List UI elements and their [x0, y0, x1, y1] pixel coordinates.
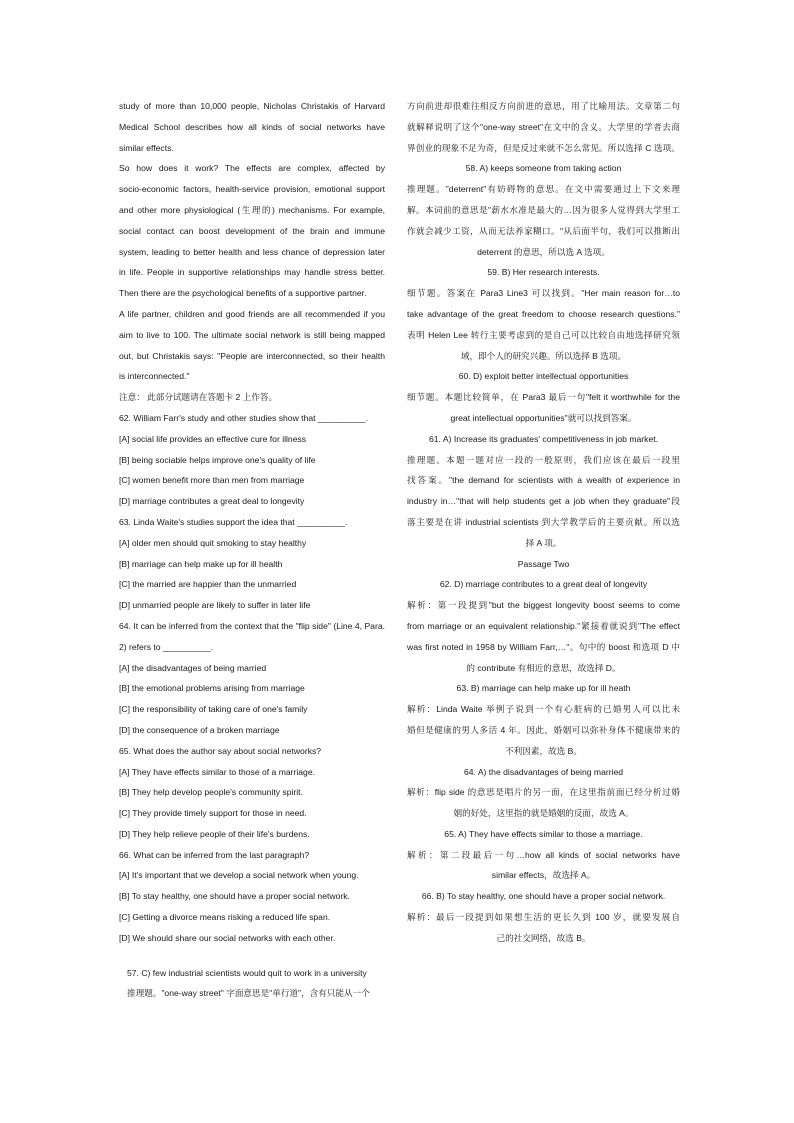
- left-text-line: [D] We should share our social networks with each other.: [119, 932, 336, 943]
- left-text-line: [A] the disadvantages of being married: [119, 662, 267, 673]
- left-text-line: [D] unmarried people are likely to suffer in later life: [119, 600, 311, 611]
- right-text-line: 找答案。"the demand for scientists with a wealth of experience in: [407, 475, 680, 486]
- right-text-line: 推理题。本题一题对应一段的一般原则，我们应该在最后一段里: [407, 454, 680, 465]
- left-text-line: [C] Getting a divorce means risking a reduced life span.: [119, 912, 331, 923]
- left-text-line: Medical School describes how all kinds of social networks have: [119, 121, 385, 132]
- right-text-line: 解析：第二段最后一句…how all kinds of social networks have: [407, 849, 680, 860]
- right-text-line: 61. A) Increase its graduates' competitiveness in job market.: [428, 433, 658, 444]
- left-text-line: [D] marriage contributes a great deal to longevity: [119, 496, 305, 507]
- left-text-line: socio-economic factors, health-service provision, emotional support: [119, 184, 385, 195]
- right-text-line: similar effects，故选择 A。: [491, 870, 596, 881]
- left-text-line: [B] They help develop people's community spirit.: [119, 787, 303, 798]
- right-text-line: 63. B) marriage can help make up for ill heath: [456, 683, 631, 694]
- right-text-line: 解析：最后一段提到如果想生活的更长久到 100 岁，就要发展自: [407, 912, 680, 923]
- right-text-line: great intellectual opportunities"就可以找到答案。: [450, 412, 637, 423]
- right-text-line: 界创业的现象不足为奇，但是反过来就不怎么常见。所以选择 C 选项。: [407, 142, 680, 153]
- left-text-line: 注意： 此部分试题请在答题卡 2 上作答。: [119, 392, 278, 403]
- right-text-line: 方向前进却很难往相反方向前进的意思，用了比喻用法。文章第二句: [407, 101, 680, 111]
- left-text-line: So how does it work? The effects are complex, affected by: [119, 163, 385, 174]
- left-text-line: social contact can boost development of the brain and immune: [119, 225, 385, 236]
- right-text-line: 66. B) To stay healthy, one should have a proper social network.: [421, 891, 666, 902]
- right-text-line: 姻的好处，这里指的就是婚姻的反面，故选 A。: [453, 808, 634, 819]
- right-text-line: Passage Two: [517, 558, 570, 569]
- left-text-line: 65. What does the author say about social networks?: [119, 745, 322, 756]
- right-text-line: 解析：第一段提到"but the biggest longevity boost seems to come: [407, 600, 680, 611]
- right-text-line: 的 contribute 有相近的意思，故选择 D。: [466, 662, 621, 673]
- right-text-line: from marriage or an equivalent relationship."紧接着就说到"The effect: [407, 620, 680, 631]
- left-text-line: and other more physiological (生理的) mechanisms. For example,: [119, 204, 385, 215]
- left-text-line: [C] the responsibility of taking care of one's family: [119, 704, 308, 715]
- left-text-line: Then there are the psychological benefits of a supportive partner.: [119, 288, 367, 299]
- left-text-line: [B] being sociable helps improve one's quality of life: [119, 454, 316, 465]
- right-text-line: 64. A) the disadvantages of being married: [463, 766, 624, 777]
- left-column: [119, 96, 385, 1004]
- left-text-line: 2) refers to __________.: [119, 641, 214, 652]
- right-text-line: industry in…"that will help students get a job when they graduate"段: [407, 496, 680, 507]
- right-text-line: 就解释说明了这个"one-way street"在文中的含义。大学里的学者去商: [407, 121, 680, 132]
- right-text-line: take advantage of the great freedom to choose research questions.": [407, 308, 680, 319]
- left-text-line: 推理题。"one-way street" 字面意思是"单行道"，含有只能从一个: [127, 988, 370, 999]
- left-text-line: [A] social life provides an effective cure for illness: [119, 433, 307, 444]
- left-text-line: is interconnected.": [119, 371, 190, 382]
- left-text-line: aim to live to 100. The ultimate social network is still being mapped: [119, 329, 385, 340]
- left-text-line: [A] It's important that we develop a social network when young.: [119, 870, 359, 881]
- left-text-line: [D] the consequence of a broken marriage: [119, 724, 280, 735]
- left-text-line: [C] the married are happier than the unmarried: [119, 579, 297, 590]
- left-text-line: 64. It can be inferred from the context that the "flip side" (Line 4, Para.: [119, 620, 385, 631]
- right-text-line: 65. A) They have effects similar to those a marriage.: [444, 828, 643, 839]
- right-text-line: deterrent 的意思，所以选 A 选项。: [477, 246, 610, 257]
- left-text-line: study of more than 10,000 people, Nicholas Christakis of Harvard: [119, 101, 385, 111]
- right-text-line: 62. D) marriage contributes to a great deal of longevity: [439, 579, 648, 590]
- right-text-line: 表明 Helen Lee 转行主要考虑到的是自己可以比较自由地选择研究领: [407, 329, 680, 340]
- left-text-line: [C] women benefit more than men from marriage: [119, 475, 305, 486]
- left-text-line: [C] They provide timely support for those in need.: [119, 808, 307, 819]
- right-text-line: 域，即个人的研究兴趣。所以选择 B 选项。: [460, 350, 627, 361]
- left-text-line: [B] marriage can help make up for ill health: [119, 558, 283, 569]
- left-text-line: A life partner, children and good friends are all recommended if you: [119, 308, 385, 319]
- left-text-line: [B] To stay healthy, one should have a proper social network.: [119, 891, 350, 902]
- left-text-line: 63. Linda Waite's studies support the idea that __________.: [119, 516, 348, 527]
- left-text-line: [A] older men should quit smoking to stay healthy: [119, 537, 307, 548]
- right-text-line: 58. A) keeps someone from taking action: [465, 163, 622, 174]
- right-text-line: was first noted in 1958 by William Farr,…"。句中的 boost 和选项 D 中: [407, 641, 680, 652]
- right-text-line: 推理题。"deterrent"有妨碍物的意思。在文中需要通过上下文来理: [407, 184, 680, 195]
- left-text-line: out, but Christakis says: "People are interconnected, so their health: [119, 350, 385, 361]
- right-text-line: 59. B) Her research interests.: [487, 267, 600, 278]
- right-text-line: 己的社交网络，故选 B。: [496, 932, 591, 943]
- left-text-line: [119, 949, 385, 963]
- left-text-line: [B] the emotional problems arising from marriage: [119, 683, 305, 694]
- right-text-line: 解析：Linda Waite 举例子说到一个有心脏病的已婚男人可以比未: [407, 704, 680, 715]
- right-text-line: 解析：flip side 的意思是唱片的另一面，在这里指前面已经分析过婚: [407, 787, 680, 798]
- right-column: [407, 96, 680, 949]
- right-text-line: 落主要是在讲 industrial scientists 到大学教学后的主要贡献。所以选: [407, 516, 680, 527]
- left-text-line: 57. C) few industrial scientists would quit to work in a university: [127, 967, 367, 978]
- right-text-line: 细节题。本题比较简单，在 Para3 最后一句"felt it worthwhile for the: [407, 392, 680, 403]
- right-text-line: 婚但是健康的男人多活 4 年。因此，婚姻可以弥补身体不健康带来的: [407, 724, 680, 735]
- left-text-line: [D] They help relieve people of their life's burdens.: [119, 828, 310, 839]
- right-text-line: 择 A 项。: [525, 537, 562, 548]
- right-text-line: 60. D) exploit better intellectual opportunities: [458, 371, 629, 382]
- left-text-line: system, leading to better health and less chance of depression later: [119, 246, 385, 257]
- left-text-line: similar effects.: [119, 142, 174, 153]
- right-text-line: 解。本词前的意思是"薪水水准是最大的…因为很多人觉得到大学里工: [407, 204, 680, 215]
- right-text-line: 作就会减少工资，从而无法养家糊口。"从后面半句，我们可以推断出: [407, 225, 680, 236]
- left-text-line: in life. People in supportive relationships may handle stress better.: [119, 267, 385, 278]
- left-text-line: 66. What can be inferred from the last paragraph?: [119, 849, 310, 860]
- right-text-line: 不利因素，故选 B。: [505, 745, 582, 756]
- right-text-line: 细节题。答案在 Para3 Line3 可以找到。"Her main reason for…to: [407, 288, 680, 299]
- left-text-line: 62. William Farr's study and other studies show that __________.: [119, 412, 369, 423]
- left-text-line: [A] They have effects similar to those of a marriage.: [119, 766, 315, 777]
